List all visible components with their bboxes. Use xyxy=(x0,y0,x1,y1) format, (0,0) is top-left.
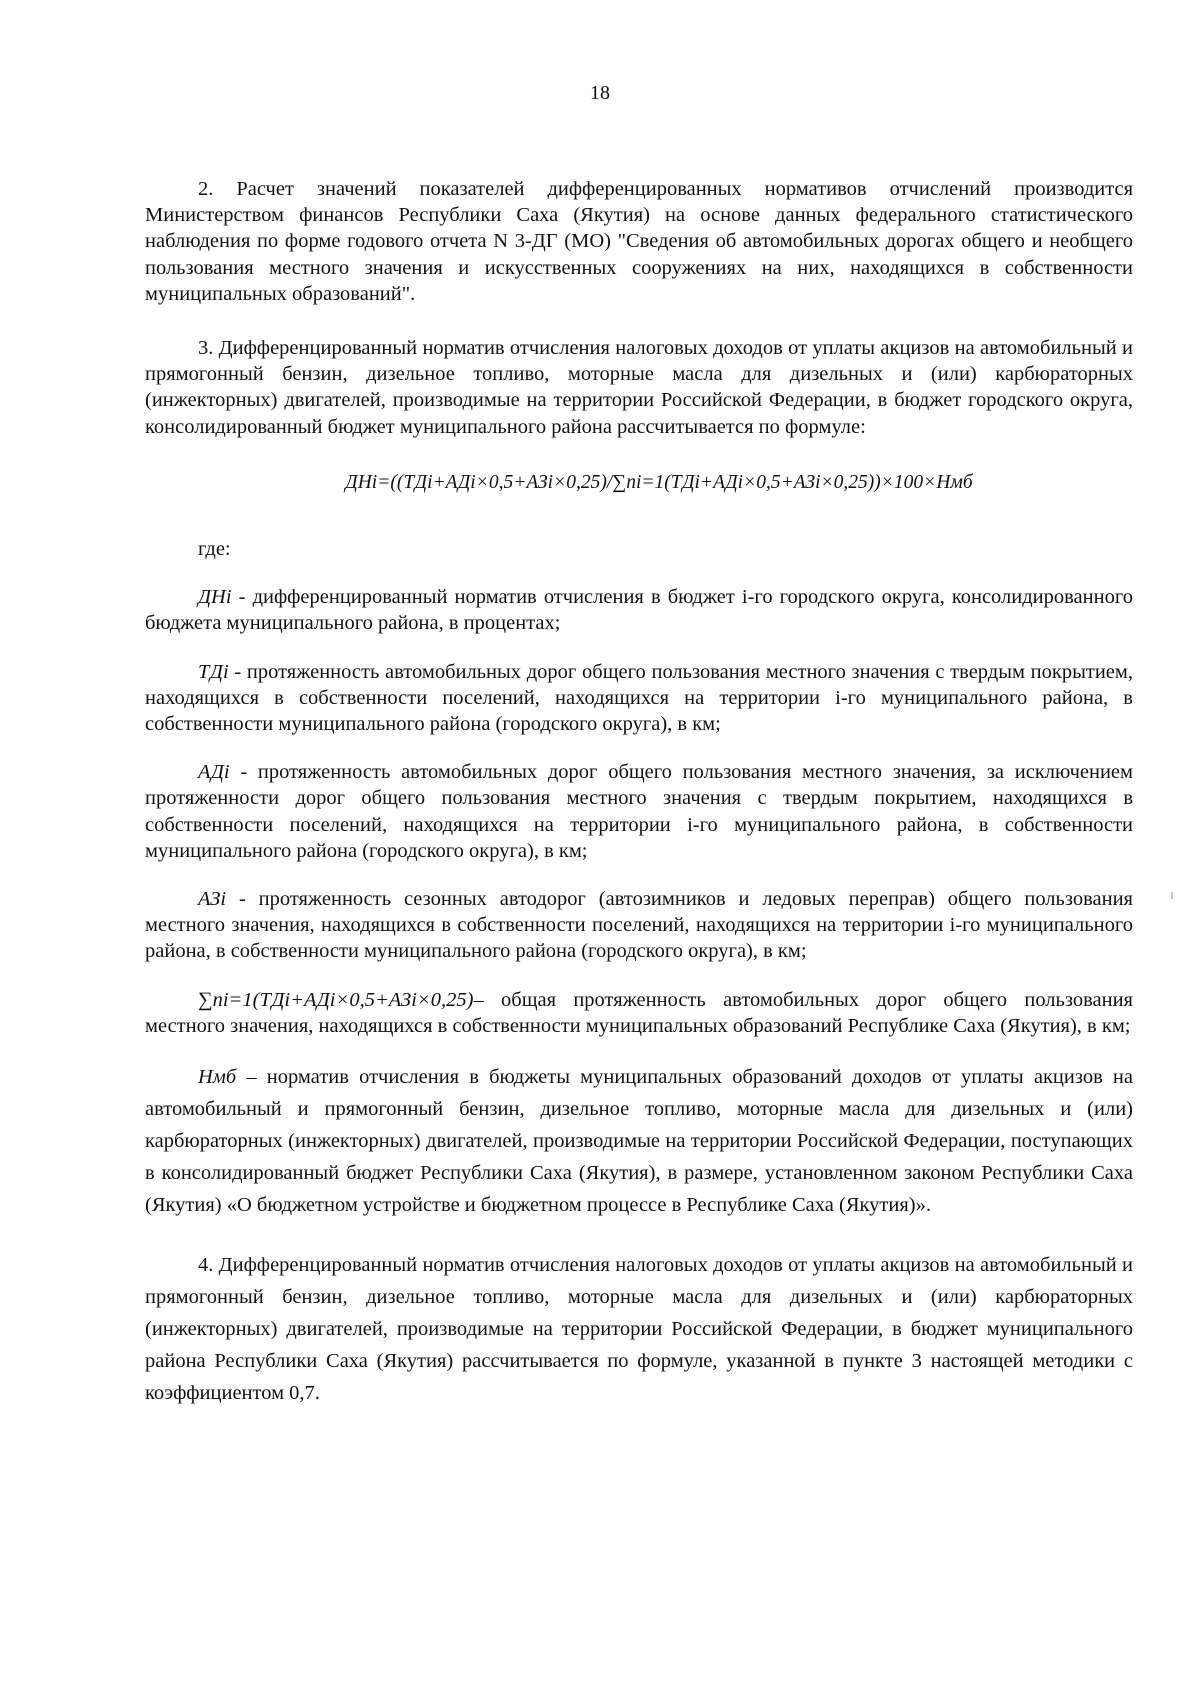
paragraph-2: 2. Расчет значений показателей дифференцированных нормативов отчислений производится Министерством финансов Республики Саха (Якутия) на основе данных федерального статистического наблюдения по форме годового отчета N 3-ДГ (МО) "Сведения об автомобильных дорогах общего и необщего пользования местного значения и искусственных сооружениях на них, находящихся в собственности муниципальных образований". xyxy=(145,178,1133,305)
paragraph-4: 4. Дифференцированный норматив отчисления налоговых доходов от уплаты акцизов на автомобильный и прямогонный бензин, дизельное топливо, моторные масла для дизельных и (или) карбюраторных (инжекторных) двигателей, производимые на территории Российской Федерации, в бюджет муниципального района Республики Саха (Якутия) рассчитывается по формуле, указанной в пункте 3 настоящей методики с коэффициентом 0,7. xyxy=(145,1254,1133,1405)
definition-term: ∑ni=1(ТДi+АДi×0,5+АЗi×0,25) xyxy=(198,988,474,1011)
definition-term: Hмб xyxy=(198,1066,237,1089)
definition-ad xyxy=(145,759,1133,864)
definition-az xyxy=(145,886,1133,965)
definition-term: ДНi xyxy=(198,586,232,609)
definition-sum xyxy=(145,987,1133,1039)
page-number: 18 xyxy=(590,82,610,104)
definition-text: - протяженность автомобильных дорог общего пользования местного значения с твердым покрытием, находящихся в собственности поселений, находящихся на территории i-го муниципального района, в собственности муниципального района (городского округа), в км; xyxy=(145,660,1133,736)
definition-hmb xyxy=(145,1061,1133,1221)
definition-text: - протяженность сезонных автодорог (автозимников и ледовых переправ) общего пользования местного значения, находящихся в собственности поселений, находящихся на территории i-го муниципального района, в собственности муниципального района (городского округа), в км; xyxy=(145,888,1133,963)
definition-term: ТДi xyxy=(198,660,229,683)
definition-term: АДi xyxy=(198,761,230,784)
definition-text: - протяженность автомобильных дорог общего пользования местного значения, за исключением протяженности дорог общего пользования местного значения с твердым покрытием, находящихся в собственности поселений, находящихся на территории i-го муниципального района, в собственности муниципального района (городского округа), в км; xyxy=(145,761,1133,862)
definition-td xyxy=(145,659,1133,738)
definition-text: – норматив отчисления в бюджеты муниципальных образований доходов от уплаты акцизов на автомобильный и прямогонный бензин, дизельное топливо, моторные масла для дизельных и (или) карбюраторных (инжекторных) двигателей, производимые на территории Российской Федерации, поступающих в консолидированный бюджет Республики Саха (Якутия), в размере, установленном законом Республики Саха (Якутия) «О бюджетном устройстве и бюджетном процессе в Республике Саха (Якутия)». xyxy=(145,1066,1133,1217)
document-body xyxy=(145,176,1133,1409)
definition-text: – общая протяженность автомобильных дорог общего пользования местного значения, находящихся в собственности муниципальных образований Республике Саха (Якутия), в км; xyxy=(145,988,1133,1037)
formula: ДНi=((ТДi+АДi×0,5+АЗi×0,25)/∑ni=1(ТДi+АДi×0,5+АЗi×0,25))×100×Hмб xyxy=(345,471,973,493)
definition-term: АЗi xyxy=(198,888,227,911)
scan-margin-mark xyxy=(1171,892,1173,899)
paragraph-3: 3. Дифференцированный норматив отчисления налоговых доходов от уплаты акцизов на автомобильный и прямогонный бензин, дизельное топливо, моторные масла для дизельных и (или) карбюраторных (инжекторных) двигателей, производимые на территории Российской Федерации, в бюджет городского округа, консолидированный бюджет муниципального района рассчитывается по формуле: xyxy=(145,337,1133,438)
definition-dn xyxy=(145,584,1133,636)
where-label: где: xyxy=(198,538,231,561)
definition-text: - дифференцированный норматив отчисления в бюджет i-го городского округа, консолидированного бюджета муниципального района, в процентах; xyxy=(145,586,1133,635)
